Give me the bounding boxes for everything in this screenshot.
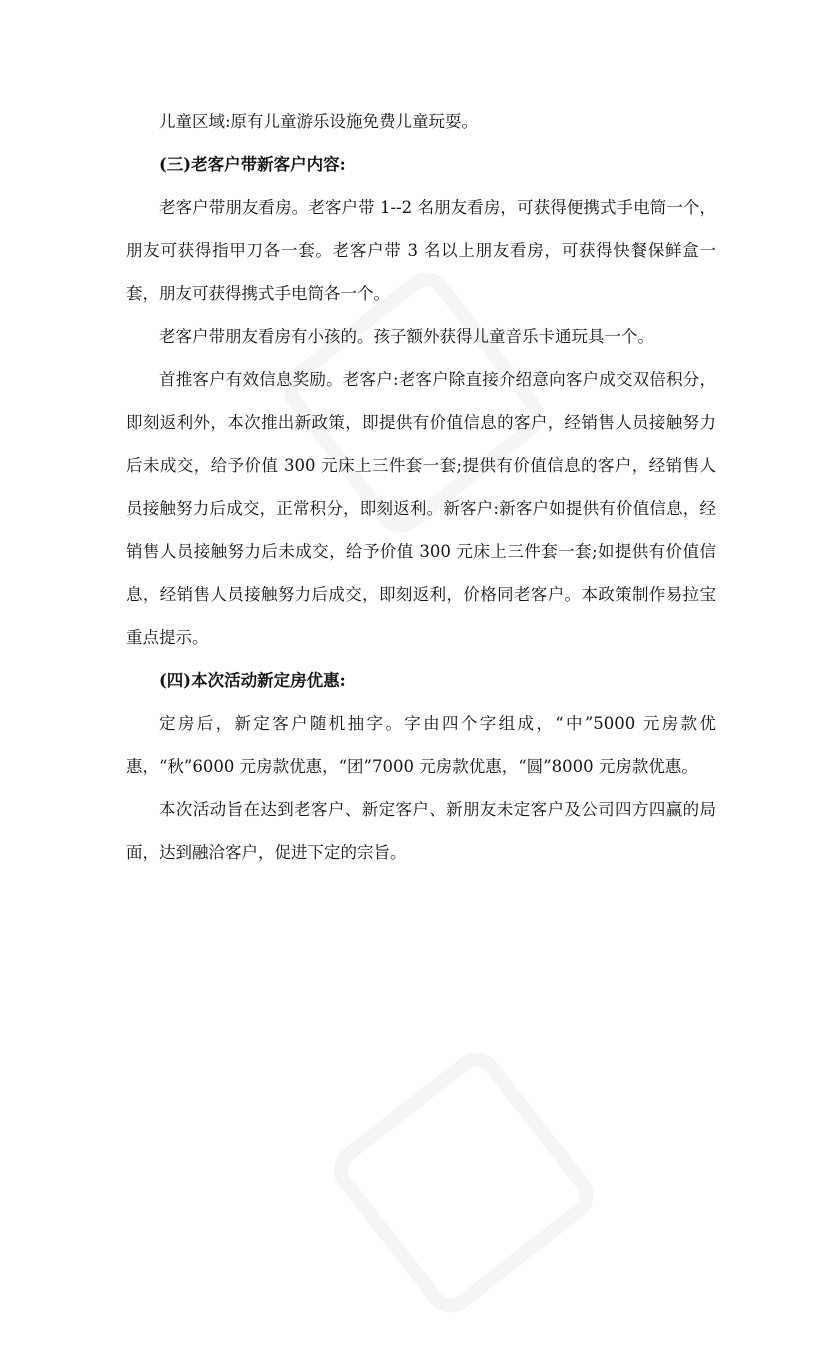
document-body: [126, 100, 716, 874]
paragraph-referral-rewards: 老客户带朋友看房。老客户带 1--2 名朋友看房，可获得便携式手电筒一个，朋友可获得指甲刀各一套。老客户带 3 名以上朋友看房，可获得快餐保鲜盒一套，朋友可获得携式手电筒各一个。: [126, 198, 716, 303]
section-heading-referral: (三)老客户带新客户内容:: [159, 155, 346, 174]
paragraph-info-rewards: 首推客户有效信息奖励。老客户:老客户除直接介绍意向客户成交双倍积分，即刻返利外，本次推出新政策，即提供有价值信息的客户，经销售人员接触努力后未成交，给予价值 300 元床上三件套一套;提供有价值信息的客户，经销售人员接触努力后成交，正常积分，即刻返利。新客户:新客户如提供有价值信息，经销售人员接触努力后未成交，给予价值 300 元床上三件套一套;如提供有价值信息，经销售人员接触努力后成交，即刻返利，价格同老客户。本政策制作易拉宝重点提示。: [126, 370, 716, 647]
section-heading-booking-offer: (四)本次活动新定房优惠:: [159, 671, 346, 690]
paragraph-goal: 本次活动旨在达到老客户、新定客户、新朋友未定客户及公司四方四赢的局面，达到融洽客户，促进下定的宗旨。: [126, 800, 716, 862]
paragraph-lucky-draw: 定房后，新定客户随机抽字。字由四个字组成，“中”5000 元房款优惠，“秋”6000 元房款优惠，“团”7000 元房款优惠，“圆”8000 元房款优惠。: [126, 714, 716, 776]
paragraph-children-bonus: 老客户带朋友看房有小孩的。孩子额外获得儿童音乐卡通玩具一个。: [159, 327, 654, 346]
paragraph-children-area: 儿童区域:原有儿童游乐设施免费儿童玩耍。: [159, 112, 479, 131]
watermark-logo-bottom: [323, 1030, 656, 1370]
